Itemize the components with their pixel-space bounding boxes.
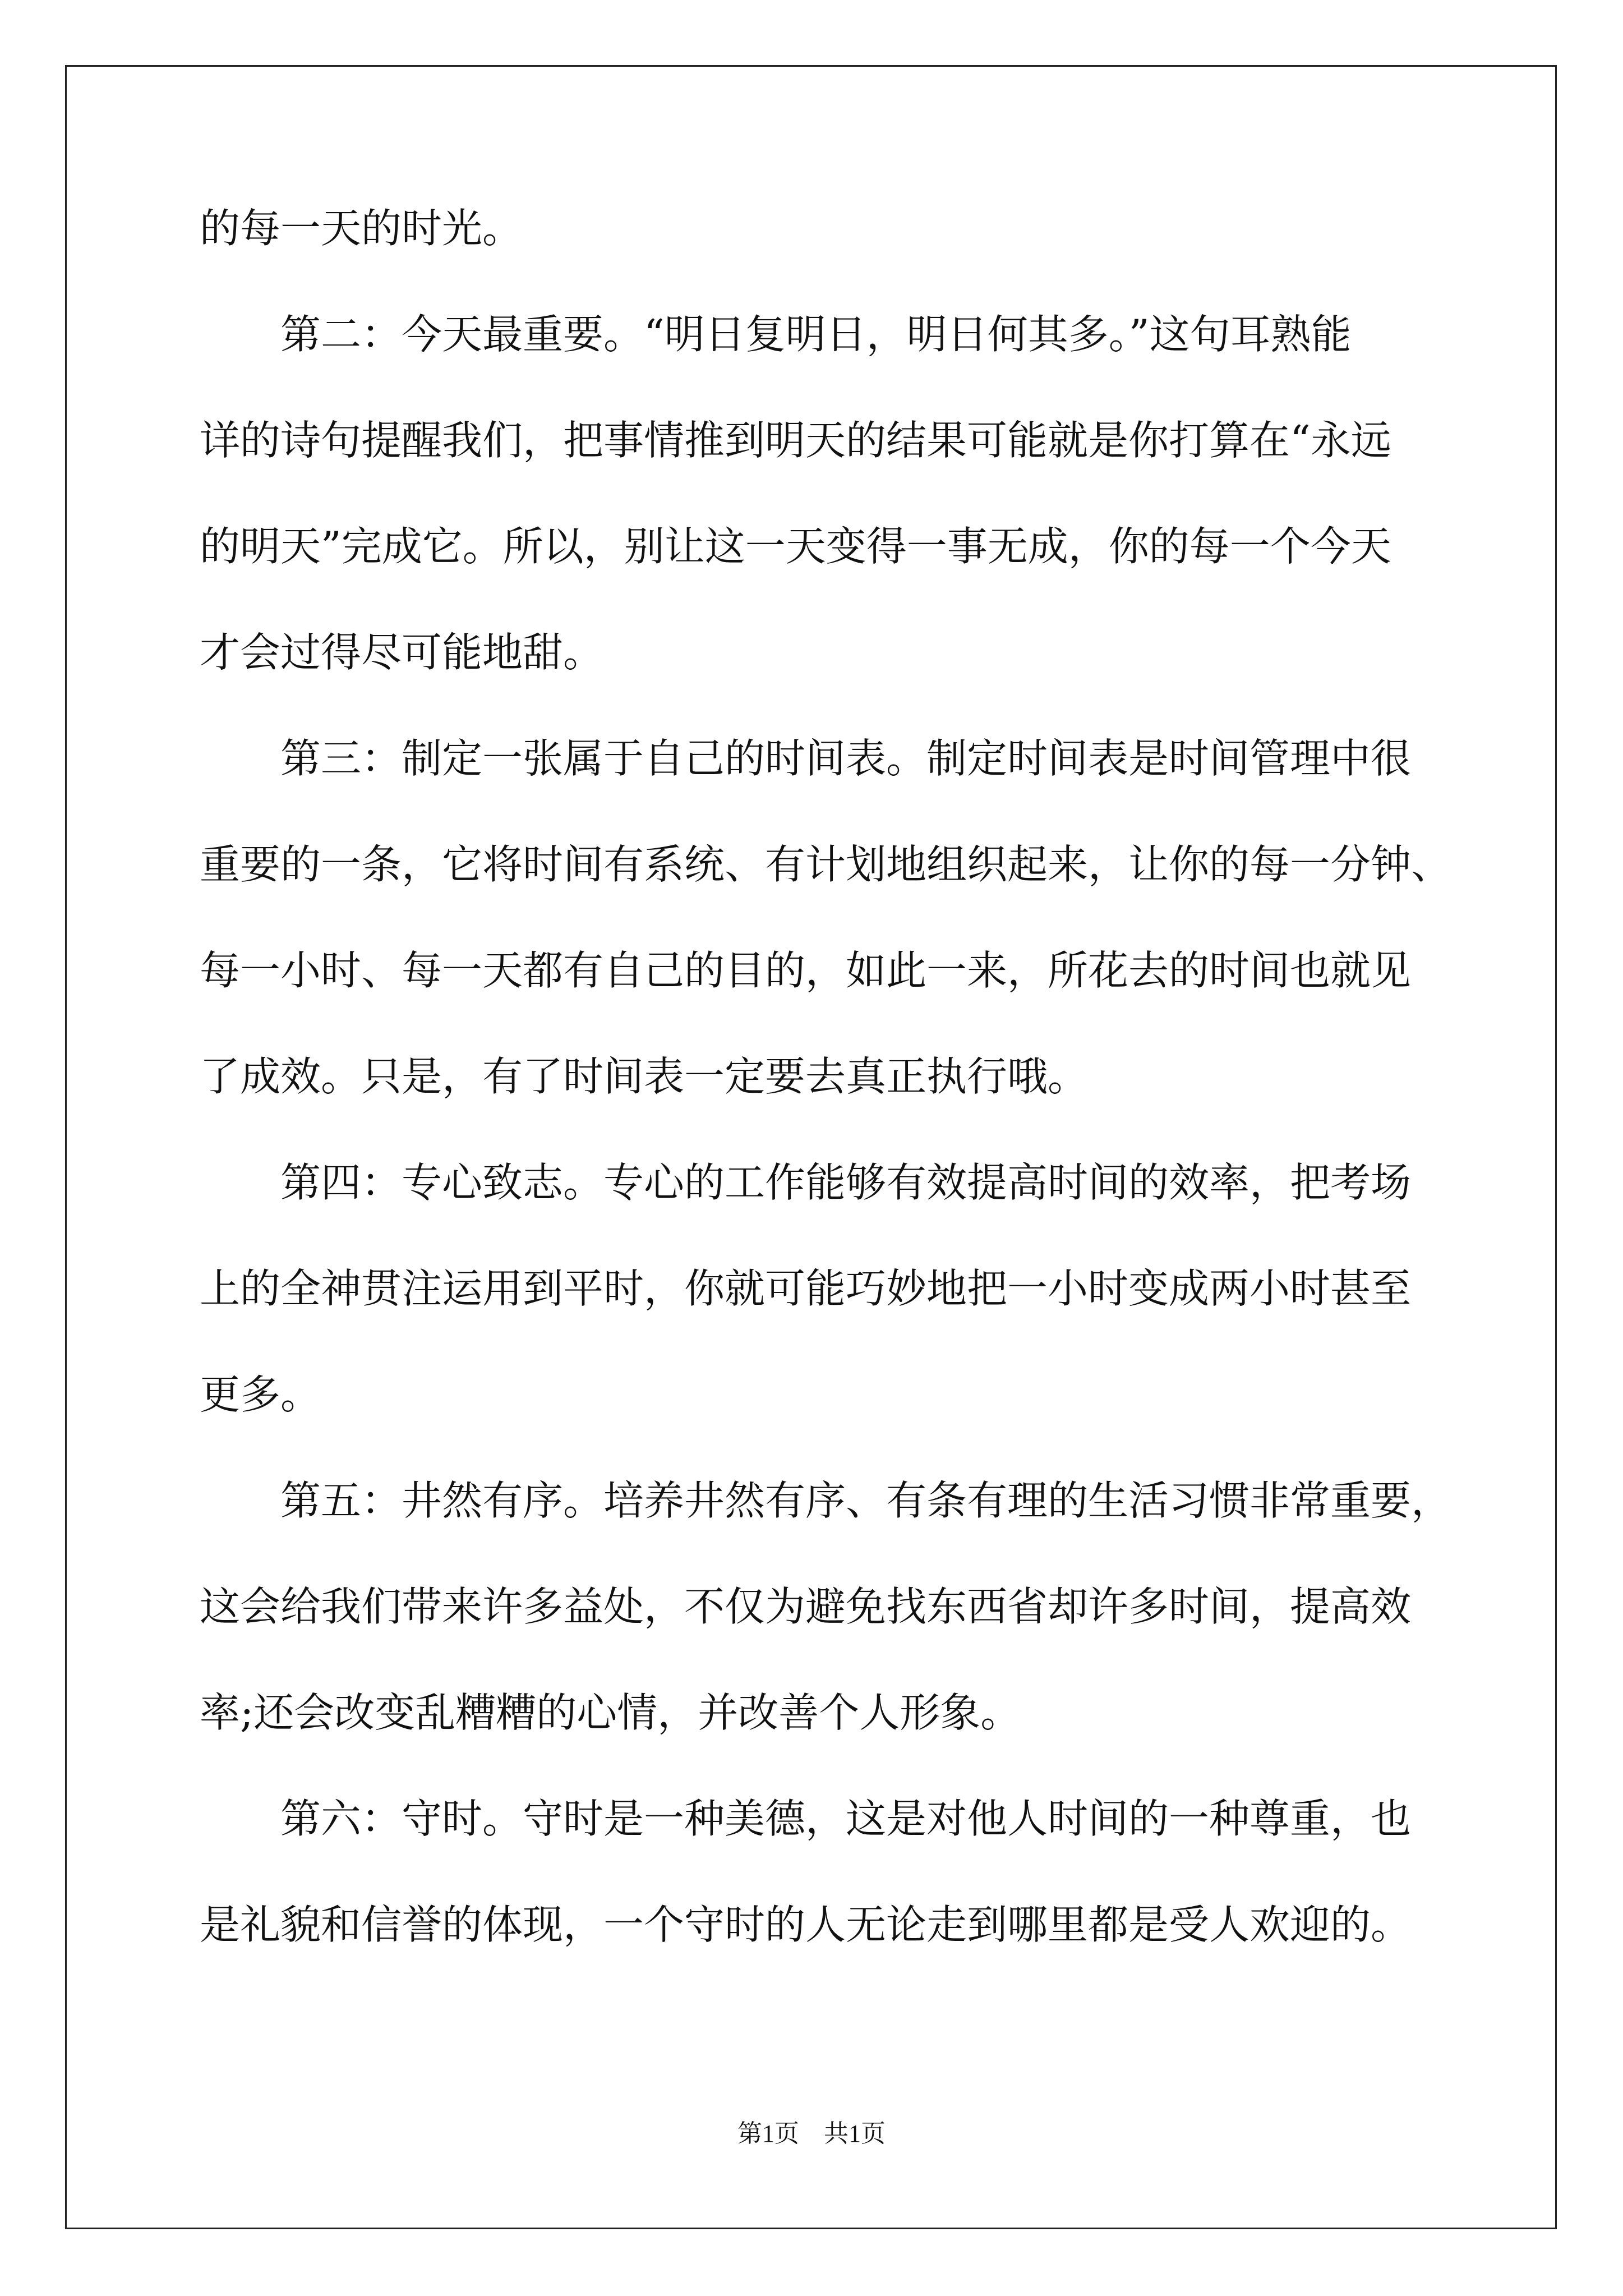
text-line: 上的全神贯注运用到平时，你就可能巧妙地把一小时变成两小时甚至 [200, 1265, 1412, 1312]
text-line: 是礼貌和信誉的体现，一个守时的人无论走到哪里都是受人欢迎的。 [200, 1901, 1412, 1948]
text-line: 每一小时、每一天都有自己的目的，如此一来，所花去的时间也就见 [200, 947, 1412, 994]
text-line: 详的诗句提醒我们，把事情推到明天的结果可能就是你打算在“永远 [200, 417, 1391, 464]
text-line: 率;还会改变乱糟糟的心情，并改善个人形象。 [200, 1689, 1021, 1736]
page-number-footer: 第1页 共1页 [737, 2120, 886, 2147]
text-line: 的明天”完成它。所以，别让这一天变得一事无成，你的每一个今天 [200, 523, 1391, 570]
text-line: 第五：井然有序。培养井然有序、有条有理的生活习惯非常重要， [200, 1477, 1452, 1524]
text-line: 了成效。只是，有了时间表一定要去真正执行哦。 [200, 1053, 1089, 1100]
text-line: 第四：专心致志。专心的工作能够有效提高时间的效率，把考场 [200, 1159, 1412, 1206]
text-line: 才会过得尽可能地甜。 [200, 629, 604, 676]
text-line: 第二：今天最重要。“明日复明日，明日何其多。”这句耳熟能 [200, 311, 1352, 358]
text-line: 更多。 [200, 1371, 321, 1418]
text-line: 重要的一条，它将时间有系统、有计划地组织起来，让你的每一分钟、 [200, 841, 1452, 888]
text-line: 这会给我们带来许多益处，不仅为避免找东西省却许多时间，提高效 [200, 1583, 1412, 1630]
text-line: 第六：守时。守时是一种美德，这是对他人时间的一种尊重，也 [200, 1795, 1412, 1842]
text-line: 的每一天的时光。 [200, 205, 523, 252]
text-line: 第三：制定一张属于自己的时间表。制定时间表是时间管理中很 [200, 735, 1412, 782]
